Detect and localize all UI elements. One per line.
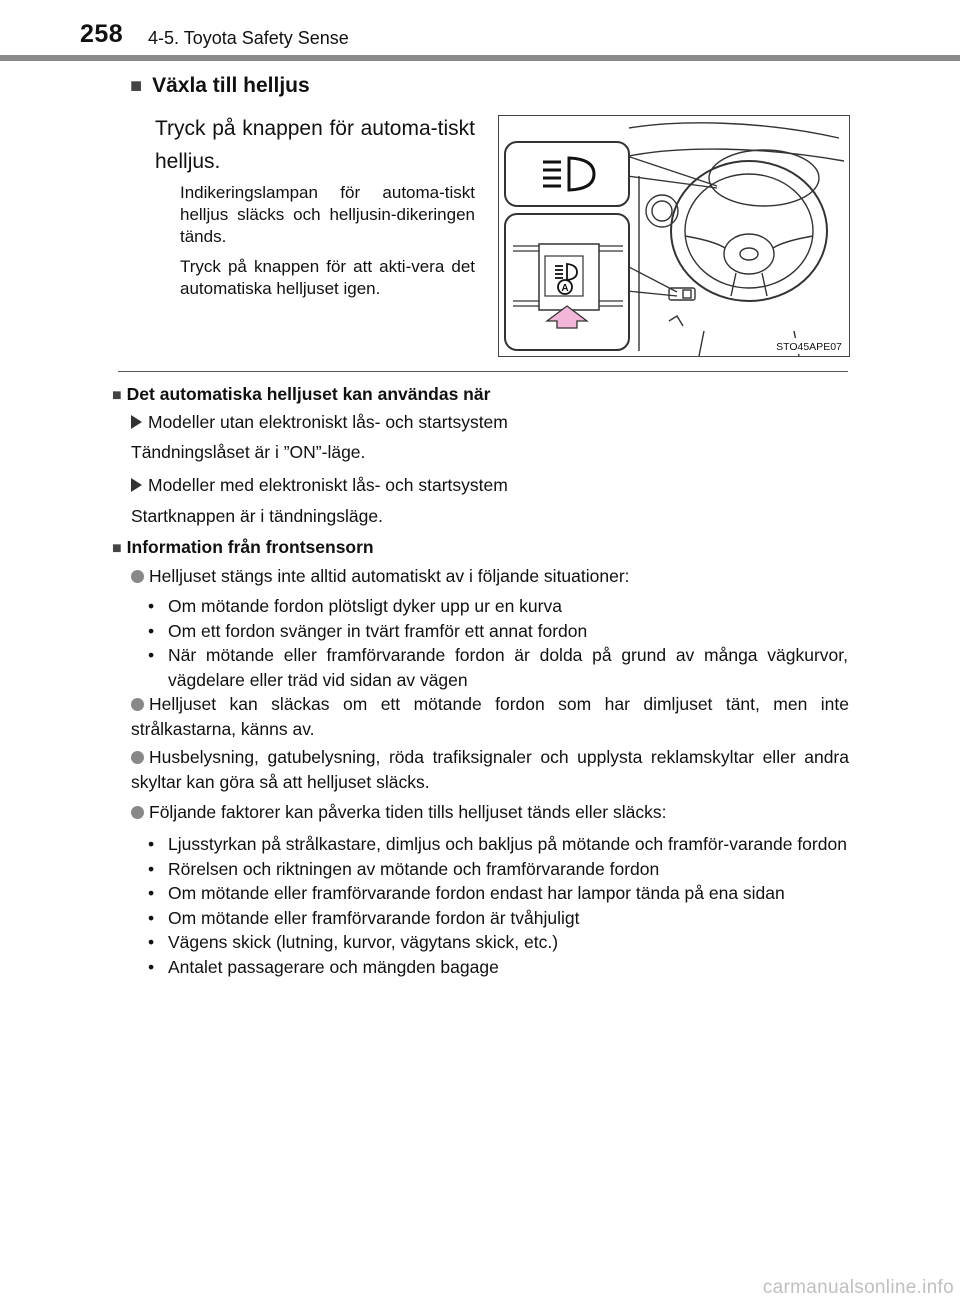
square-bullet-icon: ■ <box>130 75 143 97</box>
section-title-text: Växla till helljus <box>152 74 310 97</box>
circle-bullet-icon <box>131 751 144 764</box>
sensor-paragraph-4-text: Följande faktorer kan påverka tiden tills helljuset tänds eller släcks: <box>149 802 667 822</box>
sensor-paragraph-1-text: Helljuset stängs inte alltid automatiskt av i följande situationer: <box>149 566 630 586</box>
sensor-paragraph-2 <box>131 692 849 742</box>
info-heading-sensor <box>112 537 374 558</box>
list-item: • Ljusstyrkan på strålkastare, dimljus och bakljus på mötande och framför-varande fordon <box>148 832 848 857</box>
sensor-paragraph-3-text: Husbelysning, gatubelysning, röda trafiksignaler och upplysta reklamskyltar eller andra skyltar kan göra så att helljuset släcks. <box>131 747 849 792</box>
chapter-title: 4-5. Toyota Safety Sense <box>148 28 349 48</box>
sensor-paragraph-4 <box>131 800 849 825</box>
factor-list <box>148 832 848 979</box>
section-divider <box>118 371 848 372</box>
info-heading-usage-text: Det automatiska helljuset kan användas när <box>126 384 491 404</box>
info-heading-usage <box>112 384 490 405</box>
dashboard-illustration <box>498 115 850 357</box>
header-rule <box>0 55 960 61</box>
list-item: • Vägens skick (lutning, kurvor, vägytans skick, etc.) <box>148 930 848 955</box>
square-bullet-icon: ■ <box>112 387 122 404</box>
list-item: • Om mötande eller framförvarande fordon är tvåhjuligt <box>148 906 848 931</box>
list-item: • När mötande eller framförvarande fordon är dolda på grund av många vägkurvor, vägdelare eller träd vid sidan av vägen <box>148 643 848 692</box>
watermark: carmanualsonline.info <box>762 1277 954 1298</box>
figure-button-label: A <box>561 283 569 294</box>
triangle-bullet-icon <box>131 415 142 429</box>
sensor-paragraph-3 <box>131 745 849 795</box>
step-note-2: Tryck på knappen för att akti-vera det automatiska helljuset igen. <box>180 257 475 298</box>
info-heading-sensor-text: Information från frontsensorn <box>126 537 374 557</box>
list-item: • Rörelsen och riktningen av mötande och framförvarande fordon <box>148 857 848 882</box>
model-item-1 <box>131 412 508 433</box>
page-number: 258 <box>80 20 124 48</box>
figure-code: STO45APE07 <box>776 341 842 353</box>
circle-bullet-icon <box>131 570 144 583</box>
triangle-bullet-icon <box>131 478 142 492</box>
list-item: • Om mötande fordon plötsligt dyker upp ur en kurva <box>148 594 848 619</box>
model-item-2-text: Modeller med elektroniskt lås- och startsystem <box>148 475 508 495</box>
circle-bullet-icon <box>131 698 144 711</box>
sensor-paragraph-1 <box>131 564 849 589</box>
list-item: • Om ett fordon svänger in tvärt framför ett annat fordon <box>148 619 848 644</box>
step-instruction: Tryck på knappen för automa-tiskt helljus. <box>155 117 475 173</box>
dashboard-drawing <box>499 116 849 356</box>
sensor-paragraph-2-text: Helljuset kan släckas om ett mötande fordon som har dimljuset tänt, men inte strålkastarna, känns av. <box>131 694 849 739</box>
step-note-1: Indikeringslampan för automa-tiskt helljus släcks och helljusin-dikeringen tänds. <box>180 183 475 246</box>
model-item-2-desc: Startknappen är i tändningsläge. <box>131 506 383 526</box>
model-item-2 <box>131 475 508 496</box>
circle-bullet-icon <box>131 806 144 819</box>
list-item: • Antalet passagerare och mängden bagage <box>148 955 848 980</box>
square-bullet-icon: ■ <box>112 540 122 557</box>
model-item-1-text: Modeller utan elektroniskt lås- och startsystem <box>148 412 508 432</box>
list-item: • Om mötande eller framförvarande fordon endast har lampor tända på ena sidan <box>148 881 848 906</box>
situation-list <box>148 594 848 692</box>
section-title <box>130 74 310 98</box>
model-item-1-desc: Tändningslåset är i ”ON”-läge. <box>131 442 366 462</box>
